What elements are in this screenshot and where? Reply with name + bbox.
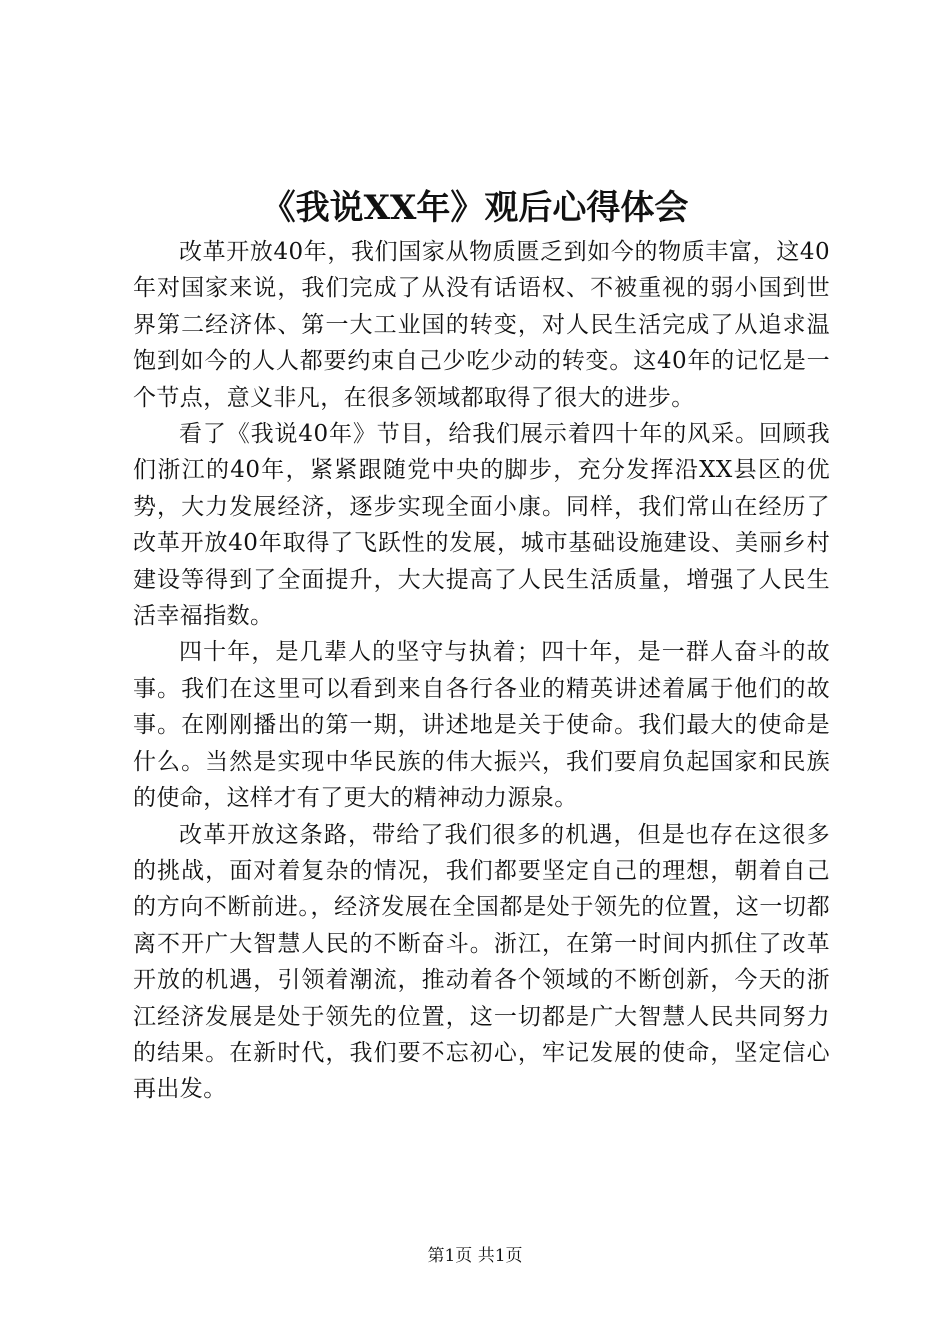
paragraph-1: 改革开放40年，我们国家从物质匮乏到如今的物质丰富，这40年对国家来说，我们完成了从没有话语权、不被重视的弱小国到世界第二经济体、第一大工业国的转变，对人民生活完成了从追求温饱到如今的人人都要约束自己少吃少动的转变。这40年的记忆是一个节点，意义非凡，在很多领域都取得了很大的进步。 <box>133 239 830 411</box>
paragraph-3: 四十年，是几辈人的坚守与执着；四十年，是一群人奋斗的故事。我们在这里可以看到来自各行各业的精英讲述着属于他们的故事。在刚刚播出的第一期，讲述地是关于使命。我们最大的使命是什么。当然是实现中华民族的伟大振兴，我们要肩负起国家和民族的使命，这样才有了更大的精神动力源泉。 <box>133 639 830 812</box>
page-footer: 第1页 共1页 <box>427 1246 523 1266</box>
document-title: 《我说XX年》观后心得体会 <box>261 188 689 228</box>
paragraph-2: 看了《我说40年》节目，给我们展示着四十年的风采。回顾我们浙江的40年，紧紧跟随党中央的脚步，充分发挥沿XX县区的优势，大力发展经济，逐步实现全面小康。同样，我们常山在经历了改革开放40年取得了飞跃性的发展，城市基础设施建设、美丽乡村建设等得到了全面提升，大大提高了人民生活质量，增强了人民生活幸福指数。 <box>133 421 830 630</box>
document-body <box>133 234 830 1108</box>
paragraph-4: 改革开放这条路，带给了我们很多的机遇，但是也存在这很多的挑战，面对着复杂的情况，我们都要坚定自己的理想，朝着自己的方向不断前进。，经济发展在全国都是处于领先的位置，这一切都离不开广大智慧人民的不断奋斗。浙江，在第一时间内抓住了改革开放的机遇，引领着潮流，推动着各个领域的不断创新，今天的浙江经济发展是处于领先的位置，这一切都是广大智慧人民共同努力的结果。在新时代，我们要不忘初心，牢记发展的使命，坚定信心再出发。 <box>133 821 830 1103</box>
